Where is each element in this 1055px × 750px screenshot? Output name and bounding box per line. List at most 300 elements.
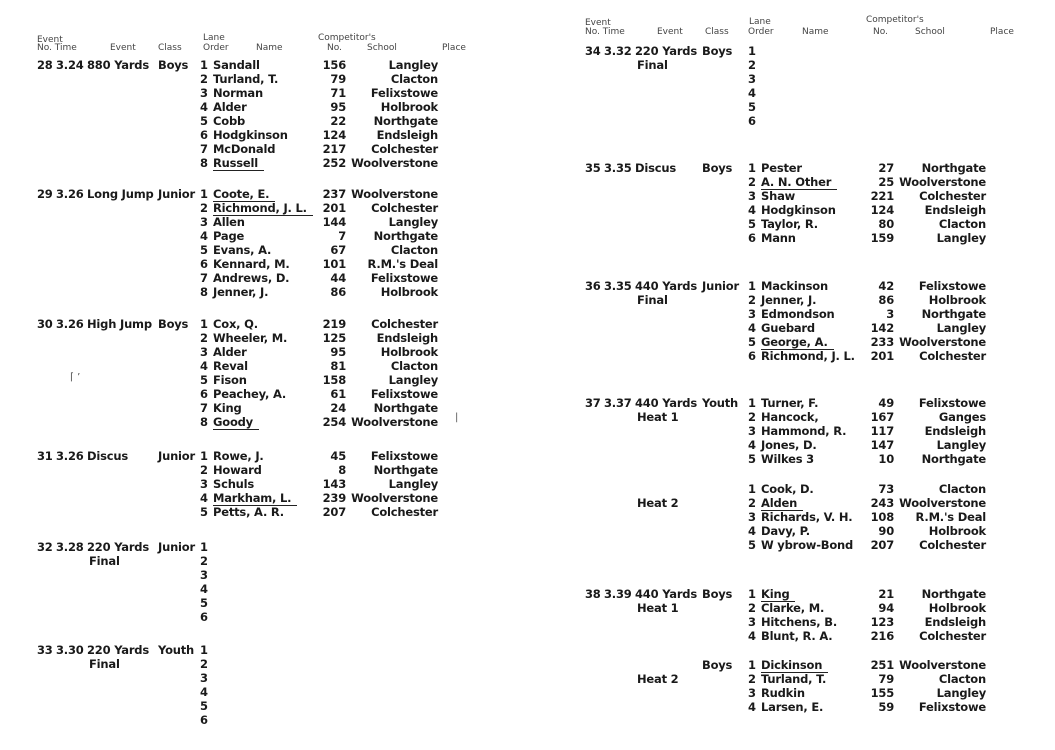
lane-order: 2 xyxy=(200,201,208,215)
lane-order: 2 xyxy=(200,657,208,671)
event-number: 28 xyxy=(37,58,53,72)
competitor-row xyxy=(200,285,440,299)
event-time: 3.35 xyxy=(604,161,632,175)
school-name: Holbrook xyxy=(380,345,438,359)
school-name: Felixstowe xyxy=(370,271,438,285)
lane-order: 3 xyxy=(748,307,756,321)
event-heading xyxy=(585,587,750,615)
event-class: Boys xyxy=(702,587,733,601)
competitor-name: Fison xyxy=(213,373,247,387)
school-name: Colchester xyxy=(919,538,986,552)
competitor-name: Coote, E. xyxy=(213,187,275,202)
lane-order: 1 xyxy=(200,58,208,72)
competitor-row xyxy=(200,229,440,243)
competitor-number: 124 xyxy=(322,128,346,142)
event-number: 32 xyxy=(37,540,53,554)
competitor-number: 117 xyxy=(870,424,894,438)
event-title-line xyxy=(37,317,202,331)
event-time: 3.28 xyxy=(56,540,84,554)
event-class: Junior xyxy=(702,279,739,293)
competitor-name: Hodgkinson xyxy=(761,203,836,217)
competitor-number: 24 xyxy=(330,401,346,415)
lane-order: 7 xyxy=(200,401,208,415)
lane-order: 3 xyxy=(748,189,756,203)
competitor-name: Russell xyxy=(213,156,264,171)
competitor-row xyxy=(200,477,440,491)
competitor-number: 159 xyxy=(870,231,894,245)
left-header-competitors xyxy=(318,34,376,43)
school-name: Felixstowe xyxy=(370,86,438,100)
competitor-name: Richards, V. H. xyxy=(761,510,853,524)
competitor-row xyxy=(200,331,440,345)
event-class: Junior xyxy=(158,540,195,554)
event-title-line xyxy=(585,161,750,175)
school-name: Clacton xyxy=(390,72,438,86)
lane-order: 6 xyxy=(200,713,208,727)
competitor-name: Kennard, M. xyxy=(213,257,290,271)
lane-order: 3 xyxy=(748,72,756,86)
competitor-row xyxy=(200,72,440,86)
lane-order: 6 xyxy=(200,610,208,624)
school-name: Holbrook xyxy=(928,293,986,307)
lane-order: 4 xyxy=(200,359,208,373)
event-name: Discus xyxy=(87,449,128,463)
school-name: Colchester xyxy=(919,189,986,203)
competitor-row xyxy=(748,203,988,217)
competitor-row xyxy=(748,438,988,452)
competitor-row xyxy=(748,424,988,438)
school-name: Colchester xyxy=(919,629,986,643)
school-name: Northgate xyxy=(921,587,986,601)
school-name: R.M.'s Deal xyxy=(367,257,438,271)
competitor-name: Wheeler, M. xyxy=(213,331,288,345)
competitor-name: Reval xyxy=(213,359,248,373)
header-name: Name xyxy=(256,43,283,53)
event-heading xyxy=(585,658,750,686)
competitor-name: Schuls xyxy=(213,477,255,491)
event-time: 3.24 xyxy=(56,58,84,72)
competitor-name: W ybrow-Bond xyxy=(761,538,854,552)
competitor-row xyxy=(200,657,440,671)
event-title-line xyxy=(37,449,202,463)
competitor-row xyxy=(748,452,988,466)
school-name: Langley xyxy=(936,686,986,700)
header-event: Event xyxy=(37,35,63,45)
event-number: 37 xyxy=(585,396,601,410)
competitor-number: 167 xyxy=(870,410,894,424)
school-name: Northgate xyxy=(373,114,438,128)
lane-order: 5 xyxy=(200,243,208,257)
lane-order: 2 xyxy=(748,58,756,72)
lane-order: 3 xyxy=(200,671,208,685)
competitor-name: King xyxy=(761,587,795,602)
lane-order: 8 xyxy=(200,285,208,299)
competitor-name: Turner, F. xyxy=(761,396,819,410)
competitor-name: Evans, A. xyxy=(213,243,272,257)
competitor-name: Rudkin xyxy=(761,686,805,700)
event-title-line xyxy=(37,540,202,554)
competitor-row xyxy=(200,699,440,713)
competitor-name: Alden xyxy=(761,496,803,511)
competitor-row xyxy=(748,114,988,128)
competitor-number: 10 xyxy=(878,452,894,466)
competitor-name: A. N. Other xyxy=(761,175,837,190)
event-subtitle: Final xyxy=(637,293,668,307)
competitor-number: 217 xyxy=(322,142,346,156)
lane-order: 6 xyxy=(748,114,756,128)
competitor-name: Markham, L. xyxy=(213,491,297,506)
lane-order: 4 xyxy=(200,100,208,114)
competitor-name: Andrews, D. xyxy=(213,271,290,285)
competitor-name: Petts, A. R. xyxy=(213,505,284,519)
competitor-number: 27 xyxy=(878,161,894,175)
header-class: Class xyxy=(158,43,182,53)
event-name: Discus xyxy=(635,161,676,175)
event-title-line xyxy=(585,482,750,496)
competitor-row xyxy=(200,128,440,142)
competitor-number: 108 xyxy=(870,510,894,524)
school-name: Felixstowe xyxy=(370,387,438,401)
event-title-line xyxy=(585,279,750,293)
competitor-list xyxy=(748,587,988,643)
competitor-row xyxy=(200,505,440,519)
lane-order: 4 xyxy=(748,438,756,452)
competitor-name: Clarke, M. xyxy=(761,601,825,615)
header-school: School xyxy=(367,43,397,53)
competitor-list xyxy=(748,279,988,363)
competitor-name: King xyxy=(213,401,242,415)
lane-order: 3 xyxy=(748,686,756,700)
header-name-right: Name xyxy=(802,27,829,37)
school-name: Langley xyxy=(388,477,438,491)
competitor-number: 45 xyxy=(330,449,346,463)
competitor-number: 95 xyxy=(330,100,346,114)
competitor-row xyxy=(748,496,988,510)
lane-order: 3 xyxy=(748,615,756,629)
event-name: 440 Yards xyxy=(635,279,697,293)
school-name: Northgate xyxy=(921,161,986,175)
header-no-time: No. Time xyxy=(37,43,77,53)
event-number: 35 xyxy=(585,161,601,175)
event-class: Boys xyxy=(158,58,189,72)
competitor-list xyxy=(200,187,440,299)
competitor-row xyxy=(748,672,988,686)
competitor-row xyxy=(748,217,988,231)
school-name: Northgate xyxy=(373,463,438,477)
header-order-right: Order xyxy=(748,27,774,37)
competitor-row xyxy=(748,700,988,714)
school-name: Endsleigh xyxy=(376,331,438,345)
competitor-row xyxy=(200,215,440,229)
lane-order: 3 xyxy=(200,345,208,359)
competitor-row xyxy=(748,396,988,410)
competitor-name: Cox, Q. xyxy=(213,317,258,331)
event-title-line xyxy=(37,643,202,657)
competitor-row xyxy=(748,307,988,321)
header-school-right: School xyxy=(915,27,945,37)
event-name: 880 Yards xyxy=(87,58,149,72)
competitor-list xyxy=(748,482,988,552)
competitor-row xyxy=(748,231,988,245)
competitor-name: Richmond, J. L. xyxy=(213,201,313,216)
competitor-number: 239 xyxy=(322,491,346,505)
competitor-list xyxy=(200,643,440,727)
event-name: 220 Yards xyxy=(87,643,149,657)
competitor-number: 201 xyxy=(322,201,346,215)
header-place-right: Place xyxy=(990,27,1014,37)
competitor-row xyxy=(748,321,988,335)
event-name: Long Jump xyxy=(87,187,154,201)
lane-order: 5 xyxy=(200,114,208,128)
lane-order: 3 xyxy=(748,510,756,524)
competitor-row xyxy=(200,387,440,401)
competitor-number: 124 xyxy=(870,203,894,217)
right-header-competitors xyxy=(866,16,924,25)
left-header-lane xyxy=(203,34,225,43)
competitor-number: 7 xyxy=(338,229,346,243)
competitor-row xyxy=(200,582,440,596)
competitor-row xyxy=(200,142,440,156)
school-name: Woolverstone xyxy=(351,187,438,201)
event-title-line xyxy=(37,187,202,201)
lane-order: 5 xyxy=(748,452,756,466)
lane-order: 1 xyxy=(748,161,756,175)
school-name: Colchester xyxy=(371,201,438,215)
school-name: Felixstowe xyxy=(918,396,986,410)
school-name: Woolverstone xyxy=(899,335,986,349)
lane-order: 1 xyxy=(200,540,208,554)
lane-order: 1 xyxy=(748,44,756,58)
header-order: Order xyxy=(203,43,229,53)
competitor-number: 125 xyxy=(322,331,346,345)
competitor-row xyxy=(200,401,440,415)
competitor-number: 67 xyxy=(330,243,346,257)
competitor-row xyxy=(748,293,988,307)
competitor-name: Hodgkinson xyxy=(213,128,288,142)
competitor-name: Davy, P. xyxy=(761,524,810,538)
competitor-list xyxy=(748,44,988,128)
school-name: Woolverstone xyxy=(899,658,986,672)
competitor-name: Blunt, R. A. xyxy=(761,629,833,643)
lane-order: 5 xyxy=(200,505,208,519)
competitor-list xyxy=(200,317,440,429)
school-name: Woolverstone xyxy=(351,415,438,429)
lane-order: 3 xyxy=(200,477,208,491)
competitor-number: 233 xyxy=(870,335,894,349)
event-subtitle: Heat 2 xyxy=(637,672,679,686)
lane-order: 2 xyxy=(748,672,756,686)
competitor-row xyxy=(748,658,988,672)
event-name: High Jump xyxy=(87,317,152,331)
competitor-number: 81 xyxy=(330,359,346,373)
event-time: 3.30 xyxy=(56,643,84,657)
event-class: Youth xyxy=(158,643,195,657)
school-name: Langley xyxy=(388,58,438,72)
competitor-name: Jenner, J. xyxy=(761,293,817,307)
school-name: Clacton xyxy=(938,672,986,686)
event-number: 31 xyxy=(37,449,53,463)
school-name: Holbrook xyxy=(928,601,986,615)
lane-order: 2 xyxy=(748,496,756,510)
competitor-number: 147 xyxy=(870,438,894,452)
competitor-row xyxy=(748,410,988,424)
competitor-number: 3 xyxy=(886,307,894,321)
event-heading xyxy=(37,187,202,201)
lane-order: 6 xyxy=(748,349,756,363)
lane-order: 1 xyxy=(748,482,756,496)
competitor-number: 95 xyxy=(330,345,346,359)
competitor-row xyxy=(200,491,440,505)
competitor-number: 94 xyxy=(878,601,894,615)
event-heading xyxy=(37,317,202,331)
event-class: Boys xyxy=(158,317,189,331)
competitor-row xyxy=(748,538,988,552)
competitor-row xyxy=(200,568,440,582)
competitor-list xyxy=(748,161,988,245)
lane-order: 4 xyxy=(748,629,756,643)
competitor-number: 8 xyxy=(338,463,346,477)
competitor-name: Larsen, E. xyxy=(761,700,824,714)
lane-order: 1 xyxy=(200,317,208,331)
lane-order: 5 xyxy=(200,373,208,387)
lane-order: 2 xyxy=(748,410,756,424)
competitor-row xyxy=(200,449,440,463)
lane-order: 7 xyxy=(200,271,208,285)
lane-order: 4 xyxy=(748,524,756,538)
competitor-row xyxy=(200,671,440,685)
header-event2: Event xyxy=(110,43,136,53)
lane-order: 2 xyxy=(200,72,208,86)
competitor-list xyxy=(748,396,988,466)
competitor-number: 207 xyxy=(870,538,894,552)
lane-order: 8 xyxy=(200,156,208,170)
competitor-name: Edmondson xyxy=(761,307,835,321)
school-name: Northgate xyxy=(921,452,986,466)
competitor-row xyxy=(200,610,440,624)
competitor-row xyxy=(748,601,988,615)
competitor-name: Rowe, J. xyxy=(213,449,264,463)
scan-mark: | xyxy=(455,412,459,423)
header-class-right: Class xyxy=(705,27,729,37)
school-name: Clacton xyxy=(938,482,986,496)
header-place: Place xyxy=(442,43,466,53)
lane-order: 2 xyxy=(200,331,208,345)
event-heading xyxy=(585,396,750,424)
school-name: Woolverstone xyxy=(351,491,438,505)
event-time: 3.26 xyxy=(56,317,84,331)
competitor-row xyxy=(748,349,988,363)
competitor-row xyxy=(748,100,988,114)
competitor-row xyxy=(200,86,440,100)
competitor-number: 22 xyxy=(330,114,346,128)
school-name: Clacton xyxy=(390,243,438,257)
competitor-number: 243 xyxy=(870,496,894,510)
competitor-name: Mackinson xyxy=(761,279,828,293)
competitor-number: 79 xyxy=(878,672,894,686)
competitor-row xyxy=(748,524,988,538)
competitor-row xyxy=(748,629,988,643)
competitor-number: 252 xyxy=(322,156,346,170)
school-name: Endsleigh xyxy=(924,203,986,217)
competitor-name: McDonald xyxy=(213,142,276,156)
event-number: 34 xyxy=(585,44,601,58)
competitor-row xyxy=(200,596,440,610)
school-name: R.M.'s Deal xyxy=(915,510,986,524)
event-subtitle: Final xyxy=(637,58,668,72)
event-title-line xyxy=(585,587,750,601)
school-name: Colchester xyxy=(371,505,438,519)
event-heading xyxy=(37,58,202,72)
competitor-number: 219 xyxy=(322,317,346,331)
event-heading xyxy=(585,482,750,510)
event-name: 440 Yards xyxy=(635,587,697,601)
school-name: Holbrook xyxy=(380,285,438,299)
competitor-number: 90 xyxy=(878,524,894,538)
competitor-name: Jenner, J. xyxy=(213,285,269,299)
event-number: 36 xyxy=(585,279,601,293)
competitor-number: 207 xyxy=(322,505,346,519)
competitor-number: 80 xyxy=(878,217,894,231)
lane-order: 8 xyxy=(200,415,208,429)
lane-order: 2 xyxy=(748,175,756,189)
competitor-name: Dickinson xyxy=(761,658,828,673)
competitor-row xyxy=(200,415,440,429)
lane-order: 7 xyxy=(200,142,208,156)
event-class: Boys xyxy=(702,161,733,175)
competitor-name: Alder xyxy=(213,100,247,114)
competitor-number: 142 xyxy=(870,321,894,335)
event-number: 33 xyxy=(37,643,53,657)
competitor-number: 251 xyxy=(870,658,894,672)
competitor-name: Wilkes 3 xyxy=(761,452,814,466)
competitor-name: Alder xyxy=(213,345,247,359)
competitor-name: Mann xyxy=(761,231,796,245)
competitor-name: Turland, T. xyxy=(761,672,827,686)
competitor-row xyxy=(200,201,440,215)
school-name: Northgate xyxy=(373,401,438,415)
school-name: Felixstowe xyxy=(370,449,438,463)
competitor-row xyxy=(748,279,988,293)
school-name: Langley xyxy=(936,438,986,452)
competitor-row xyxy=(200,685,440,699)
event-name: 220 Yards xyxy=(635,44,697,58)
right-header-lane xyxy=(749,18,771,27)
school-name: Colchester xyxy=(371,317,438,331)
event-name: 440 Yards xyxy=(635,396,697,410)
event-title-line xyxy=(585,396,750,410)
competitor-row xyxy=(200,156,440,170)
competitor-row xyxy=(200,100,440,114)
event-time: 3.39 xyxy=(604,587,632,601)
event-time: 3.26 xyxy=(56,187,84,201)
competitor-number: 25 xyxy=(878,175,894,189)
competitor-number: 201 xyxy=(870,349,894,363)
competitor-row xyxy=(200,187,440,201)
lane-order: 5 xyxy=(748,217,756,231)
competitor-number: 216 xyxy=(870,629,894,643)
competitor-row xyxy=(200,271,440,285)
competitor-name: Guebard xyxy=(761,321,815,335)
competitor-row xyxy=(748,335,988,349)
lane-order: 3 xyxy=(200,215,208,229)
lane-order: 5 xyxy=(200,596,208,610)
lane-order: 4 xyxy=(200,229,208,243)
competitor-name: Goody xyxy=(213,415,259,430)
event-subtitle: Final xyxy=(89,554,120,568)
event-subtitle: Heat 2 xyxy=(637,496,679,510)
header-lane: Lane xyxy=(203,33,225,43)
competitor-number: 79 xyxy=(330,72,346,86)
